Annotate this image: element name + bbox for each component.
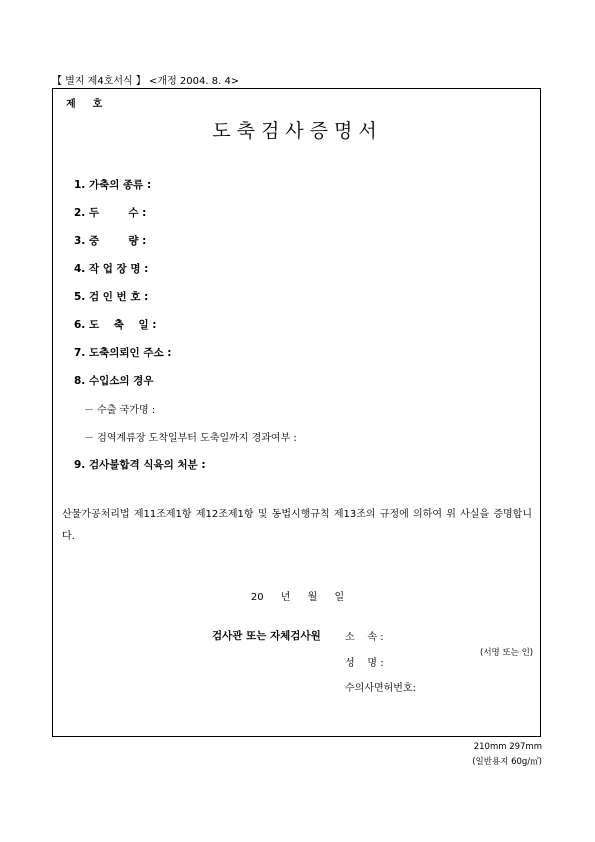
document-title: 도축검사증명서 (212, 120, 383, 142)
item-head-count: 2. 두 수 : (74, 207, 147, 219)
item-weight: 3. 중 량 : (74, 235, 147, 247)
form-number-prefix: 제 (66, 99, 77, 110)
item-slaughter-date: 6. 도 축 일 : (74, 319, 157, 331)
item-seal-number: 5. 검 인 번 호 : (74, 291, 149, 303)
issue-date: 20 년 월 일 (250, 592, 345, 603)
form-number (66, 95, 103, 110)
inspector-affiliation: 소 속 : (345, 632, 384, 643)
form-label: 【 별지 제4호서식 】 <개정 2004. 8. 4> (52, 76, 240, 87)
certification-statement: 산물가공처리법 제11조제1항 제12조제1항 및 동법시행규칙 제13조의 규정에 의하여 위 사실을 증명합니다. (62, 509, 532, 542)
inspector-title: 검사관 또는 자체검사원 (212, 630, 321, 642)
signature-or-seal-note: (서명 또는 인) (480, 648, 534, 658)
item-livestock-type: 1. 가축의 종류 : (74, 179, 152, 191)
item-requester-address: 7. 도축의뢰인 주소 : (74, 347, 172, 359)
form-number-suffix: 호 (92, 99, 104, 110)
paper-size: 210mm 297mm (473, 742, 542, 752)
item-export-country: － 수출 국가명 : (84, 405, 156, 416)
item-import-case: 8. 수입소의 경우 (74, 375, 154, 387)
item-rejected-meat-disposal: 9. 검사불합격 식육의 처분 : (74, 459, 206, 471)
item-quarantine-period: － 검역계류장 도착일부터 도축일까지 경과여부 : (84, 433, 297, 444)
vet-license-number: 수의사면허번호: (345, 683, 416, 694)
item-workplace: 4. 작 업 장 명 : (74, 263, 149, 275)
inspector-name: 성 명 : (345, 658, 384, 669)
paper-spec: (일반용지 60g/㎡) (472, 757, 542, 767)
